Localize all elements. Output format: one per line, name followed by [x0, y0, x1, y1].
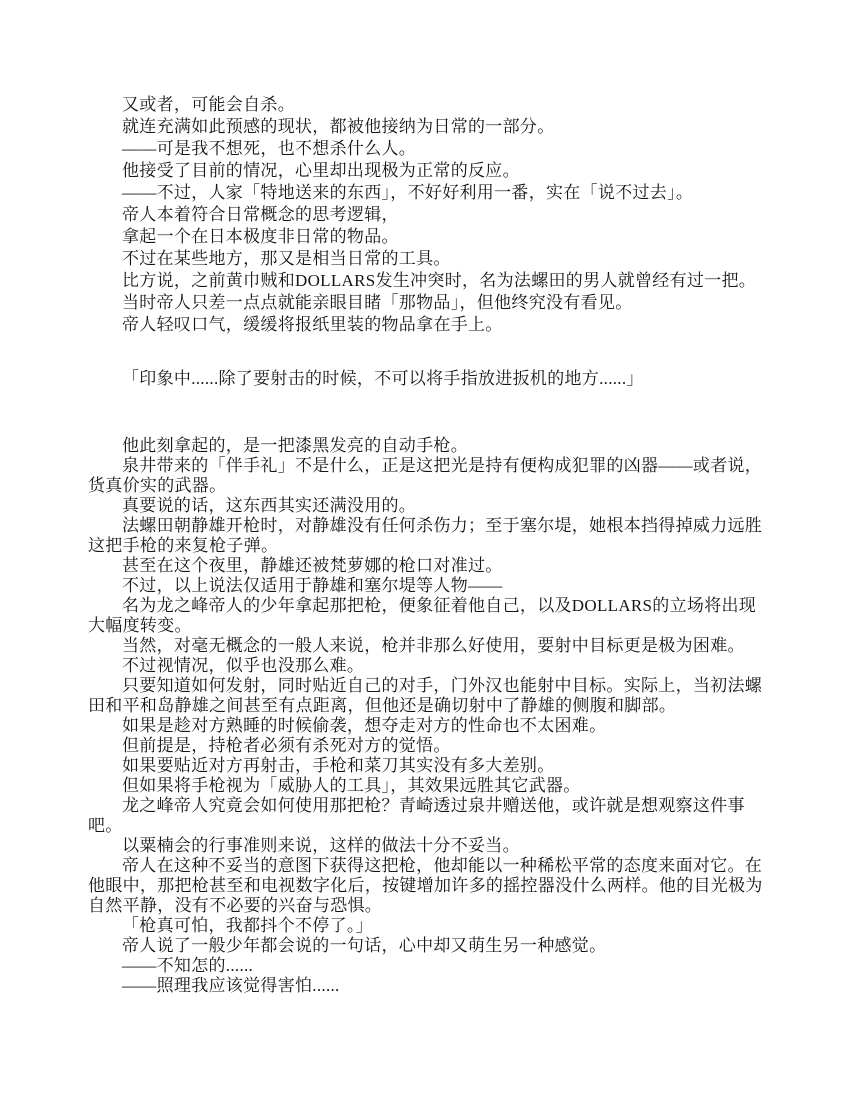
text-line: 就连充满如此预感的现状，都被他接纳为日常的一部分。 [122, 117, 555, 136]
text-line: 不过，以上说法仅适用于静雄和塞尔堤等人物—— [122, 576, 503, 595]
text-line: 泉井带来的「伴手礼」不是什么，正是这把光是持有便构成犯罪的凶器——或者说， [122, 456, 763, 475]
text-line: 大幅度转变。 [88, 616, 192, 635]
text-line: 他眼中，那把枪甚至和电视数字化后，按键增加许多的摇控器没什么两样。他的目光极为 [88, 876, 763, 895]
text-line: 甚至在这个夜里，静雄还被梵萝娜的枪口对准过。 [122, 556, 503, 575]
text-line: 以粟楠会的行事准则来说，这样的做法十分不妥当。 [122, 836, 520, 855]
text-line: 法螺田朝静雄开枪时，对静雄没有任何杀伤力；至于塞尔堤，她根本挡得掉威力远胜 [122, 516, 763, 535]
text-line: 田和平和岛静雄之间甚至有点距离，但他还是确切射中了静雄的侧腹和脚部。 [88, 696, 677, 715]
text-line: 如果要贴近对方再射击，手枪和菜刀其实没有多大差别。 [122, 756, 555, 775]
text-line: 帝人轻叹口气，缓缓将报纸里装的物品拿在手上。 [122, 315, 503, 334]
text-line: 名为龙之峰帝人的少年拿起那把枪，便象征着他自己，以及DOLLARS的立场将出现 [122, 596, 757, 615]
text-line: 当然，对毫无概念的一般人来说，枪并非那么好使用，要射中目标更是极为困难。 [122, 636, 745, 655]
text-line: 龙之峰帝人究竟会如何使用那把枪？青崎透过泉井赠送他，或许就是想观察这件事 [122, 796, 745, 815]
text-line: 但前提是，持枪者必须有杀死对方的觉悟。 [122, 736, 451, 755]
text-line: ——照理我应该觉得害怕...... [122, 976, 340, 995]
text-line: 帝人说了一般少年都会说的一句话，心中却又萌生另一种感觉。 [122, 936, 607, 955]
text-line: ——不过，人家「特地送来的东西」，不好好利用一番，实在「说不过去」。 [122, 183, 694, 202]
text-line: 「枪真可怕，我都抖个不停了。」 [122, 916, 373, 935]
text-line: 他此刻拿起的，是一把漆黑发亮的自动手枪。 [122, 436, 468, 455]
text-line: 只要知道如何发射，同时贴近自己的对手，门外汉也能射中目标。实际上，当初法螺 [122, 676, 763, 695]
text-line: 当时帝人只差一点点就能亲眼目睹「那物品」，但他终究没有看见。 [122, 293, 633, 312]
text-line: 不过在某些地方，那又是相当日常的工具。 [122, 249, 451, 268]
text-line: ——不知怎的...... [122, 956, 254, 975]
text-line: 拿起一个在日本极度非日常的物品。 [122, 227, 399, 246]
text-line: 如果是趁对方熟睡的时候偷袭，想夺走对方的性命也不太困难。 [122, 716, 607, 735]
text-line: ——可是我不想死，也不想杀什么人。 [122, 139, 417, 158]
paragraph-block-top [88, 94, 764, 336]
text-line: 不过视情况，似乎也没那么难。 [122, 656, 365, 675]
text-line: 帝人在这种不妥当的意图下获得这把枪，他却能以一种稀松平常的态度来面对它。在 [122, 856, 763, 875]
paragraph-block-bottom [88, 436, 764, 996]
text-line: 这把手枪的来复枪子弹。 [88, 536, 279, 555]
text-line: 但如果将手枪视为「威胁人的工具」，其效果远胜其它武器。 [122, 776, 581, 795]
text-line: 他接受了目前的情况，心里却出现极为正常的反应。 [122, 161, 520, 180]
text-line: 真要说的话，这东西其实还满没用的。 [122, 496, 417, 515]
text-line: 又或者，可能会自杀。 [122, 95, 295, 114]
text-line: 货真价实的武器。 [88, 476, 227, 495]
quote-line: 「印象中......除了要射击的时候，不可以将手指放进扳机的地方......」 [122, 369, 644, 388]
text-line: 帝人本着符合日常概念的思考逻辑， [122, 205, 399, 224]
text-line: 自然平静，没有不必要的兴奋与恐惧。 [88, 896, 383, 915]
text-line: 吧。 [88, 816, 123, 835]
text-line: 比方说，之前黄巾贼和DOLLARS发生冲突时，名为法螺田的男人就曾经有过一把。 [122, 271, 757, 290]
quote-paragraph [88, 368, 764, 390]
